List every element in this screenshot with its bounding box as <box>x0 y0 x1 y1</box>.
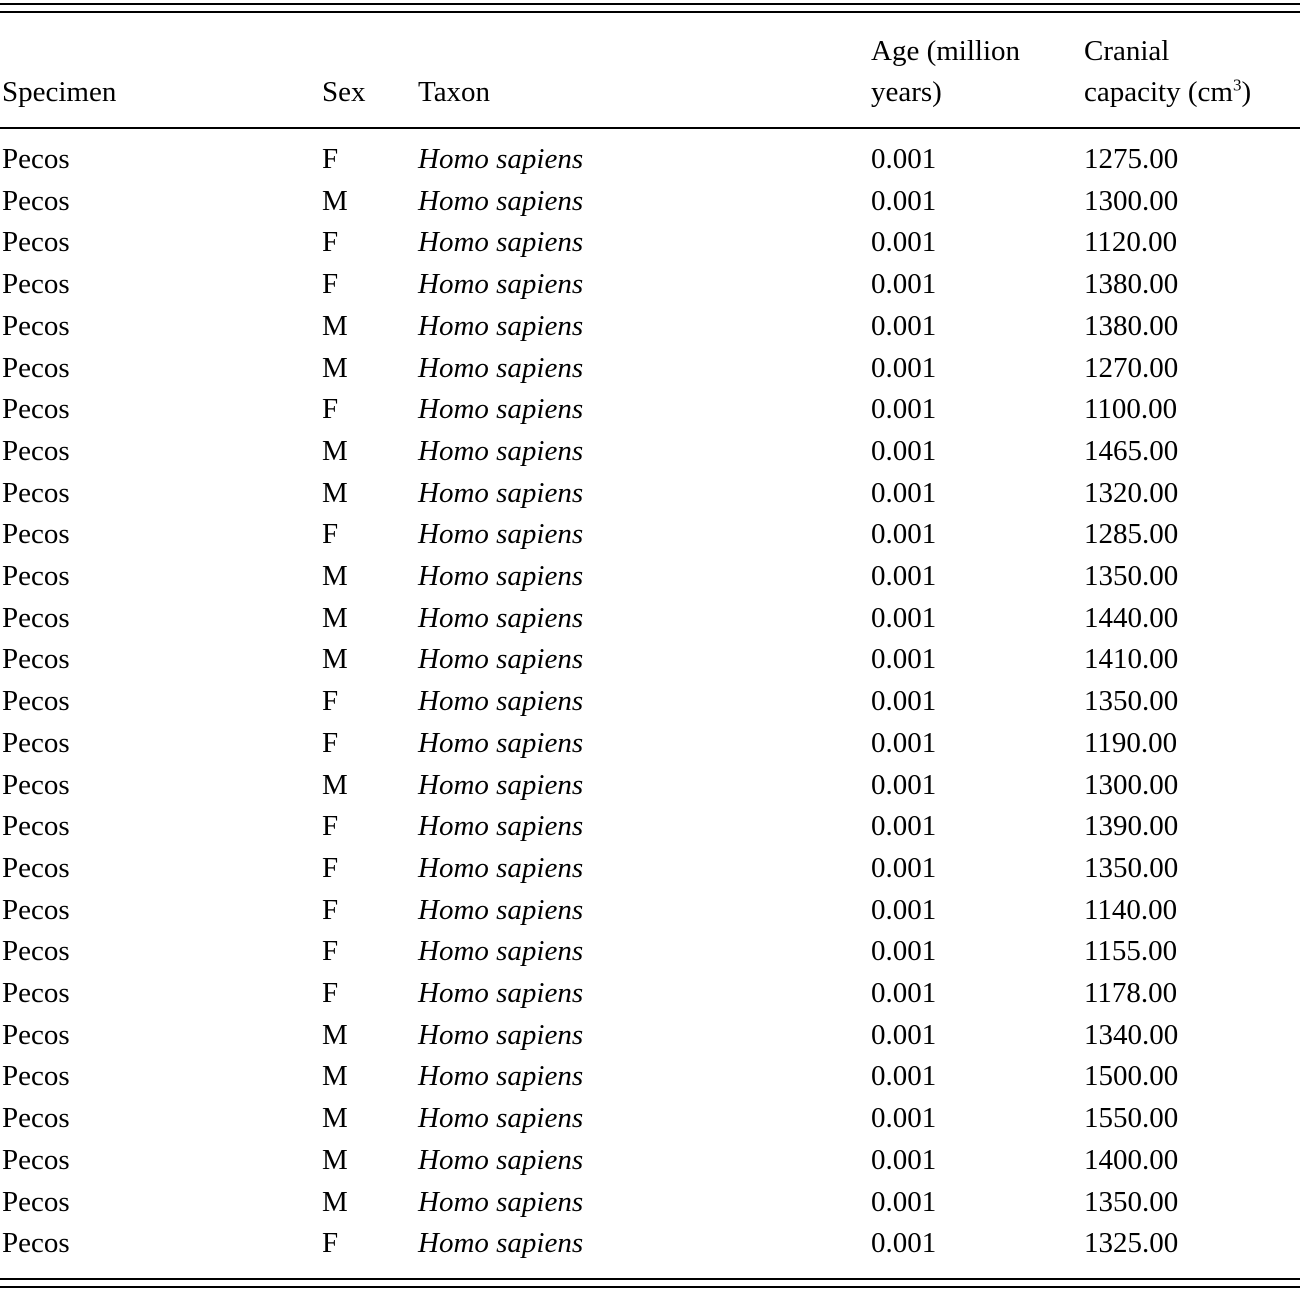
cell-capacity: 1320.00 <box>1084 476 1179 509</box>
table-row <box>0 556 1300 598</box>
cell-specimen: Pecos <box>2 268 70 301</box>
table-bottom-rule <box>0 1278 1300 1280</box>
table-row <box>0 514 1300 556</box>
table-row <box>0 639 1300 681</box>
cell-capacity: 1380.00 <box>1084 268 1179 301</box>
cell-sex: M <box>322 1185 348 1218</box>
cell-sex: M <box>322 1102 348 1135</box>
cell-specimen: Pecos <box>2 560 70 592</box>
cell-taxon: Homo sapiens <box>418 768 584 801</box>
cell-capacity: 1178.00 <box>1084 977 1178 1009</box>
cell-age: 0.001 <box>871 768 937 801</box>
cell-taxon: Homo sapiens <box>418 1060 584 1093</box>
cell-taxon: Homo sapiens <box>418 977 584 1009</box>
cell-specimen: Pecos <box>2 685 70 718</box>
cell-specimen: Pecos <box>2 351 70 384</box>
table-row <box>0 1223 1300 1265</box>
header-capacity-line1: Cranial <box>1084 35 1170 67</box>
cell-specimen: Pecos <box>2 810 70 843</box>
table-row <box>0 1098 1300 1140</box>
cell-specimen: Pecos <box>2 143 70 175</box>
table-top-rule-inner <box>0 11 1300 13</box>
table-row <box>0 431 1300 473</box>
cell-age: 0.001 <box>871 351 937 384</box>
table-row <box>0 890 1300 932</box>
table-row <box>0 1140 1300 1182</box>
cell-age: 0.001 <box>871 601 937 634</box>
cell-specimen: Pecos <box>2 893 70 926</box>
cell-specimen: Pecos <box>2 935 70 968</box>
cell-taxon: Homo sapiens <box>418 1185 584 1218</box>
cell-capacity: 1120.00 <box>1084 226 1178 259</box>
header-sex: Sex <box>322 76 366 108</box>
table-top-rule <box>0 3 1300 5</box>
table-row <box>0 139 1300 181</box>
cell-sex: F <box>322 1227 339 1260</box>
cell-taxon: Homo sapiens <box>418 1227 584 1260</box>
cell-capacity: 1500.00 <box>1084 1060 1179 1093</box>
cell-taxon: Homo sapiens <box>418 893 584 926</box>
cell-taxon: Homo sapiens <box>418 726 584 759</box>
cell-capacity: 1400.00 <box>1084 1143 1179 1176</box>
cell-taxon: Homo sapiens <box>418 1102 584 1135</box>
table-row <box>0 681 1300 723</box>
cell-capacity: 1100.00 <box>1084 393 1178 426</box>
cell-specimen: Pecos <box>2 1102 70 1135</box>
cell-taxon: Homo sapiens <box>418 851 584 884</box>
table-row <box>0 348 1300 390</box>
cell-capacity: 1300.00 <box>1084 768 1179 801</box>
cell-sex: M <box>322 601 348 634</box>
cell-taxon: Homo sapiens <box>418 309 584 342</box>
header-taxon: Taxon <box>418 76 491 108</box>
cell-age: 0.001 <box>871 977 937 1009</box>
cell-specimen: Pecos <box>2 601 70 634</box>
cell-sex: F <box>322 893 339 926</box>
header-specimen: Specimen <box>2 76 117 108</box>
table-row <box>0 723 1300 765</box>
cell-age: 0.001 <box>871 434 937 467</box>
cell-taxon: Homo sapiens <box>418 1018 584 1051</box>
cell-specimen: Pecos <box>2 977 70 1009</box>
cell-specimen: Pecos <box>2 851 70 884</box>
cell-specimen: Pecos <box>2 1143 70 1176</box>
header-capacity-close: ) <box>1241 76 1252 108</box>
cell-age: 0.001 <box>871 143 937 175</box>
cell-capacity: 1325.00 <box>1084 1227 1179 1260</box>
cell-specimen: Pecos <box>2 1185 70 1218</box>
cell-age: 0.001 <box>871 184 937 217</box>
cell-age: 0.001 <box>871 1018 937 1051</box>
cell-taxon: Homo sapiens <box>418 226 584 259</box>
cell-taxon: Homo sapiens <box>418 601 584 634</box>
cell-sex: M <box>322 351 348 384</box>
cell-age: 0.001 <box>871 1060 937 1093</box>
cell-sex: F <box>322 851 339 884</box>
cell-sex: M <box>322 434 348 467</box>
cell-age: 0.001 <box>871 726 937 759</box>
table-body <box>0 139 1300 1265</box>
cell-age: 0.001 <box>871 1185 937 1218</box>
cell-specimen: Pecos <box>2 434 70 467</box>
table-row <box>0 931 1300 973</box>
cell-taxon: Homo sapiens <box>418 476 584 509</box>
cell-age: 0.001 <box>871 810 937 843</box>
cell-specimen: Pecos <box>2 768 70 801</box>
cell-sex: M <box>322 768 348 801</box>
cell-taxon: Homo sapiens <box>418 143 584 175</box>
cell-age: 0.001 <box>871 685 937 718</box>
cell-capacity: 1275.00 <box>1084 143 1179 175</box>
header-age-line1: Age (million <box>871 35 1021 67</box>
cell-specimen: Pecos <box>2 476 70 509</box>
cell-capacity: 1350.00 <box>1084 685 1179 718</box>
cell-specimen: Pecos <box>2 1018 70 1051</box>
cell-taxon: Homo sapiens <box>418 518 584 551</box>
header-capacity-superscript: 3 <box>1232 75 1242 95</box>
cell-taxon: Homo sapiens <box>418 810 584 843</box>
cell-age: 0.001 <box>871 476 937 509</box>
cell-age: 0.001 <box>871 851 937 884</box>
cell-sex: F <box>322 977 339 1009</box>
cell-sex: M <box>322 1018 348 1051</box>
header-capacity-text: capacity (cm <box>1084 76 1233 108</box>
cell-capacity: 1350.00 <box>1084 851 1179 884</box>
cell-age: 0.001 <box>871 226 937 259</box>
header-separator-rule <box>0 127 1300 129</box>
cell-capacity: 1390.00 <box>1084 810 1179 843</box>
cell-age: 0.001 <box>871 309 937 342</box>
cell-age: 0.001 <box>871 1102 937 1135</box>
table-row <box>0 598 1300 640</box>
cell-specimen: Pecos <box>2 518 70 551</box>
cell-sex: F <box>322 268 339 301</box>
table-row <box>0 389 1300 431</box>
cell-taxon: Homo sapiens <box>418 935 584 968</box>
table-row <box>0 973 1300 1015</box>
cell-specimen: Pecos <box>2 643 70 676</box>
cell-specimen: Pecos <box>2 393 70 426</box>
cell-taxon: Homo sapiens <box>418 643 584 676</box>
cell-capacity: 1155.00 <box>1084 935 1178 968</box>
cell-taxon: Homo sapiens <box>418 1143 584 1176</box>
cell-age: 0.001 <box>871 935 937 968</box>
cell-age: 0.001 <box>871 893 937 926</box>
table-row <box>0 765 1300 807</box>
cell-capacity: 1350.00 <box>1084 1185 1179 1218</box>
cell-age: 0.001 <box>871 1143 937 1176</box>
cell-age: 0.001 <box>871 518 937 551</box>
cell-sex: F <box>322 518 339 551</box>
cell-sex: M <box>322 1143 348 1176</box>
table-row <box>0 1182 1300 1224</box>
cell-specimen: Pecos <box>2 1227 70 1260</box>
cell-age: 0.001 <box>871 560 937 592</box>
cell-capacity: 1285.00 <box>1084 518 1179 551</box>
cell-taxon: Homo sapiens <box>418 560 584 592</box>
cell-specimen: Pecos <box>2 309 70 342</box>
table-row <box>0 264 1300 306</box>
cell-sex: F <box>322 226 339 259</box>
cell-age: 0.001 <box>871 1227 937 1260</box>
table-row <box>0 222 1300 264</box>
cell-sex: M <box>322 184 348 217</box>
cell-specimen: Pecos <box>2 226 70 259</box>
cell-sex: M <box>322 1060 348 1093</box>
cell-sex: F <box>322 143 339 175</box>
cell-specimen: Pecos <box>2 1060 70 1093</box>
cell-sex: F <box>322 726 339 759</box>
cell-sex: M <box>322 309 348 342</box>
cell-capacity: 1270.00 <box>1084 351 1179 384</box>
cell-age: 0.001 <box>871 643 937 676</box>
cell-sex: M <box>322 476 348 509</box>
cell-capacity: 1465.00 <box>1084 434 1179 467</box>
cell-capacity: 1140.00 <box>1084 893 1178 926</box>
cell-capacity: 1410.00 <box>1084 643 1179 676</box>
cell-sex: F <box>322 935 339 968</box>
cell-taxon: Homo sapiens <box>418 685 584 718</box>
cell-taxon: Homo sapiens <box>418 434 584 467</box>
table-row <box>0 1056 1300 1098</box>
cell-taxon: Homo sapiens <box>418 268 584 301</box>
table-row <box>0 806 1300 848</box>
cell-age: 0.001 <box>871 268 937 301</box>
cell-sex: F <box>322 810 339 843</box>
cell-sex: M <box>322 560 348 592</box>
cell-capacity: 1350.00 <box>1084 560 1179 592</box>
table-row <box>0 848 1300 890</box>
cell-capacity: 1380.00 <box>1084 309 1179 342</box>
cell-taxon: Homo sapiens <box>418 184 584 217</box>
header-age-line2: years) <box>871 76 942 108</box>
cell-sex: F <box>322 393 339 426</box>
table-row <box>0 306 1300 348</box>
table-bottom-rule-inner <box>0 1286 1300 1288</box>
cell-capacity: 1440.00 <box>1084 601 1179 634</box>
cell-specimen: Pecos <box>2 184 70 217</box>
table-row <box>0 473 1300 515</box>
cell-taxon: Homo sapiens <box>418 351 584 384</box>
cell-age: 0.001 <box>871 393 937 426</box>
cell-sex: F <box>322 685 339 718</box>
cell-specimen: Pecos <box>2 726 70 759</box>
cell-sex: M <box>322 643 348 676</box>
cell-taxon: Homo sapiens <box>418 393 584 426</box>
table-row <box>0 181 1300 223</box>
table-row <box>0 1015 1300 1057</box>
cell-capacity: 1340.00 <box>1084 1018 1179 1051</box>
cell-capacity: 1190.00 <box>1084 726 1178 759</box>
header-capacity-line2 <box>1084 72 1251 113</box>
cell-capacity: 1550.00 <box>1084 1102 1179 1135</box>
cell-capacity: 1300.00 <box>1084 184 1179 217</box>
